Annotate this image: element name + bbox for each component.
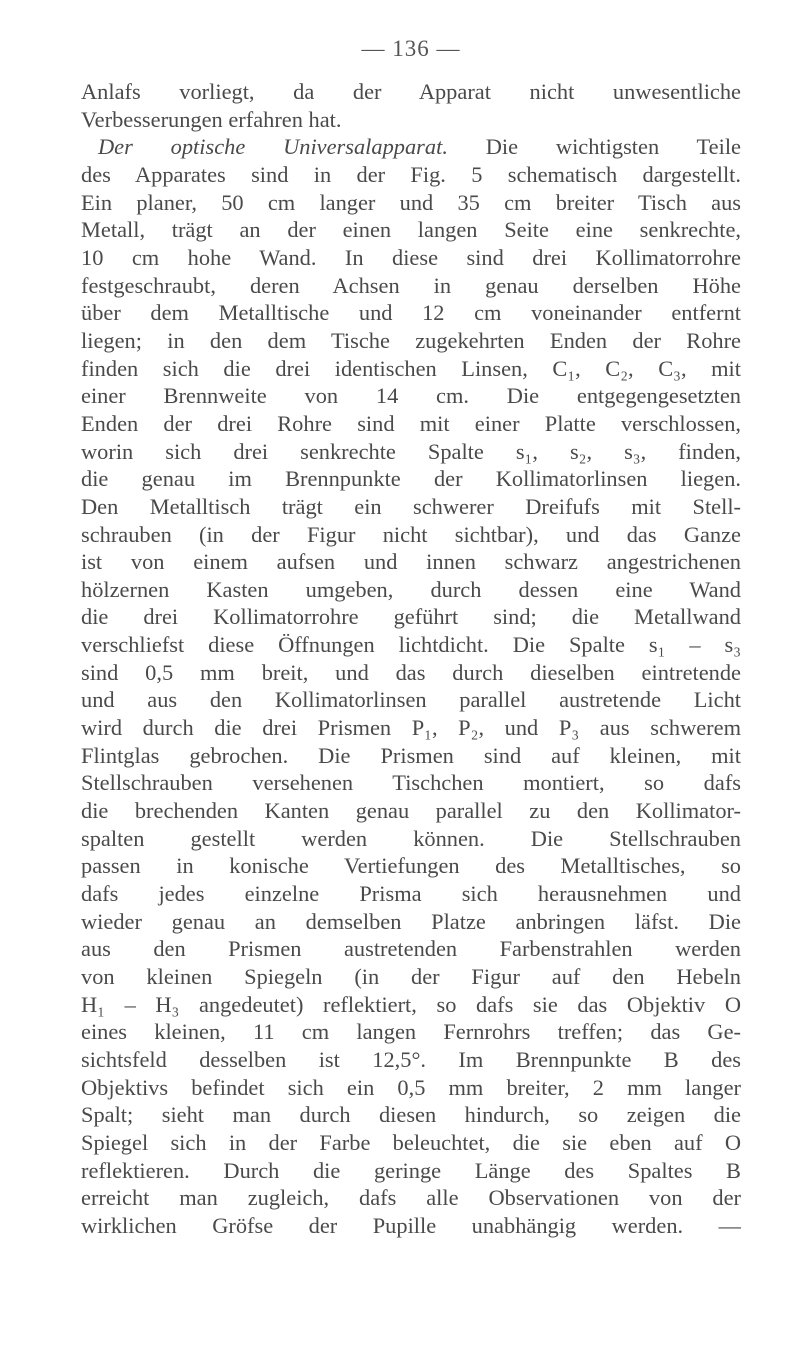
text-line: [81, 935, 741, 963]
text-line: [81, 686, 741, 714]
line-text: sind 0,5 mm breit, und das durch dieselben eintretende: [81, 659, 741, 685]
text-line: [81, 1074, 741, 1102]
line-text: über dem Metalltische und 12 cm voneinander entfernt: [81, 300, 741, 326]
text-line: [81, 825, 741, 853]
line-text: schrauben (in der Figur nicht sichtbar), und das Ganze: [81, 521, 741, 547]
line-text: festgeschraubt, deren Achsen in genau derselben Höhe: [81, 272, 741, 298]
text-line: [81, 548, 741, 576]
text-line: [81, 78, 741, 106]
line-text: 10 cm hohe Wand. In diese sind drei Kollimatorrohre: [81, 244, 741, 270]
text-line: [81, 797, 741, 825]
text-line: [81, 1101, 741, 1129]
section-heading-inline: Der optische Universalapparat.: [98, 134, 448, 160]
text-line: [81, 189, 741, 217]
text-line: [81, 963, 741, 991]
text-line: [81, 355, 741, 383]
line-text: verschliefst diese Öffnungen lichtdicht. Die Spalte s₁ – s₃: [81, 632, 741, 658]
text-line: [81, 493, 741, 521]
line-text: Anlafs vorliegt, da der Apparat nicht unwesentliche: [81, 79, 741, 104]
line-text: Spalt; sieht man durch diesen hindurch, so zeigen die: [81, 1102, 741, 1128]
line-text: Den Metalltisch trägt ein schwerer Dreifufs mit Stell-: [81, 493, 741, 519]
text-line: [81, 659, 741, 687]
line-text: finden sich die drei identischen Linsen, C₁, C₂, C₃, mit: [81, 355, 741, 381]
line-text: spalten gestellt werden können. Die Stellschrauben: [81, 825, 741, 851]
line-text: Objektivs befindet sich ein 0,5 mm breiter, 2 mm langer: [81, 1074, 741, 1100]
line-text: wirklichen Gröfse der Pupille unabhängig werden. —: [81, 1212, 741, 1238]
text-line: [81, 991, 741, 1019]
line-text: von kleinen Spiegeln (in der Figur auf den Hebeln: [81, 964, 741, 989]
text-line: [81, 1046, 741, 1074]
body-text: [81, 78, 741, 1240]
text-line: [81, 521, 741, 549]
line-text: einer Brennweite von 14 cm. Die entgegengesetzten: [81, 383, 741, 409]
text-line: [81, 742, 741, 770]
text-line: [81, 244, 741, 272]
line-text: passen in konische Vertiefungen des Metalltisches, so: [81, 853, 741, 879]
text-line: [81, 272, 741, 300]
line-text: wieder genau an demselben Platze anbringen läfst. Die: [81, 908, 741, 934]
text-line: [81, 852, 741, 880]
text-line: [81, 327, 741, 355]
text-line: [81, 631, 741, 659]
text-line: [81, 1157, 741, 1185]
text-line: [81, 161, 741, 189]
text-line: [81, 216, 741, 244]
line-text: des Apparates sind in der Fig. 5 schematisch dargestellt.: [81, 161, 741, 187]
text-line: [81, 1018, 741, 1046]
line-text: Stellschrauben versehenen Tischchen montiert, so dafs: [81, 770, 741, 796]
text-line: [81, 769, 741, 797]
line-text: Enden der drei Rohre sind mit einer Platte verschlossen,: [81, 410, 741, 436]
line-text: ist von einem aufsen und innen schwarz angestrichenen: [81, 549, 741, 575]
line-text: Verbesserungen erfahren hat.: [81, 106, 342, 132]
line-text: die genau im Brennpunkte der Kollimatorlinsen liegen.: [81, 466, 741, 492]
line-text: aus den Prismen austretenden Farbenstrahlen werden: [81, 936, 741, 962]
line-text: und aus den Kollimatorlinsen parallel austretende Licht: [81, 687, 741, 713]
line-text: die drei Kollimatorrohre geführt sind; die Metallwand: [81, 604, 741, 630]
page-number: — 136 —: [361, 36, 461, 61]
text-line: [81, 465, 741, 493]
line-text: Ein planer, 50 cm langer und 35 cm breiter Tisch aus: [81, 189, 741, 215]
text-line: [81, 908, 741, 936]
line-text: hölzernen Kasten umgeben, durch dessen eine Wand: [81, 576, 741, 602]
text-line: [81, 603, 741, 631]
line-text: Metall, trägt an der einen langen Seite eine senkrechte,: [81, 217, 741, 243]
text-line: [81, 133, 741, 161]
text-line: [81, 410, 741, 438]
text-line: [81, 382, 741, 410]
line-text: liegen; in den dem Tische zugekehrten Enden der Rohre: [81, 327, 741, 353]
text-line: [81, 1184, 741, 1212]
text-line: [81, 714, 741, 742]
text-line: [81, 880, 741, 908]
line-text: sichtsfeld desselben ist 12,5°. Im Brennpunkte B des: [81, 1046, 741, 1072]
line-text: wird durch die drei Prismen P₁, P₂, und P₃ aus schwerem: [81, 715, 741, 741]
line-text: erreicht man zugleich, dafs alle Observationen von der: [81, 1185, 741, 1211]
line-text: Spiegel sich in der Farbe beleuchtet, die sie eben auf O: [81, 1129, 741, 1155]
line-text: Flintglas gebrochen. Die Prismen sind auf kleinen, mit: [81, 742, 741, 768]
line-text: die brechenden Kanten genau parallel zu den Kollimator-: [81, 798, 741, 824]
text-line: [81, 1212, 741, 1240]
line-text: Die wichtigsten Teile: [447, 134, 741, 160]
line-text: reflektieren. Durch die geringe Länge des Spaltes B: [81, 1157, 741, 1183]
text-line: [81, 106, 741, 134]
line-text: H₁ – H₃ angedeutet) reflektiert, so dafs sie das Objektiv O: [81, 991, 741, 1017]
text-line: [81, 438, 741, 466]
text-line: [81, 1129, 741, 1157]
text-line: [81, 299, 741, 327]
line-text: worin sich drei senkrechte Spalte s₁, s₂, s₃, finden,: [81, 438, 741, 464]
line-text: dafs jedes einzelne Prisma sich herausnehmen und: [81, 881, 741, 907]
text-line: [81, 576, 741, 604]
line-text: eines kleinen, 11 cm langen Fernrohrs treffen; das Ge-: [81, 1019, 741, 1045]
